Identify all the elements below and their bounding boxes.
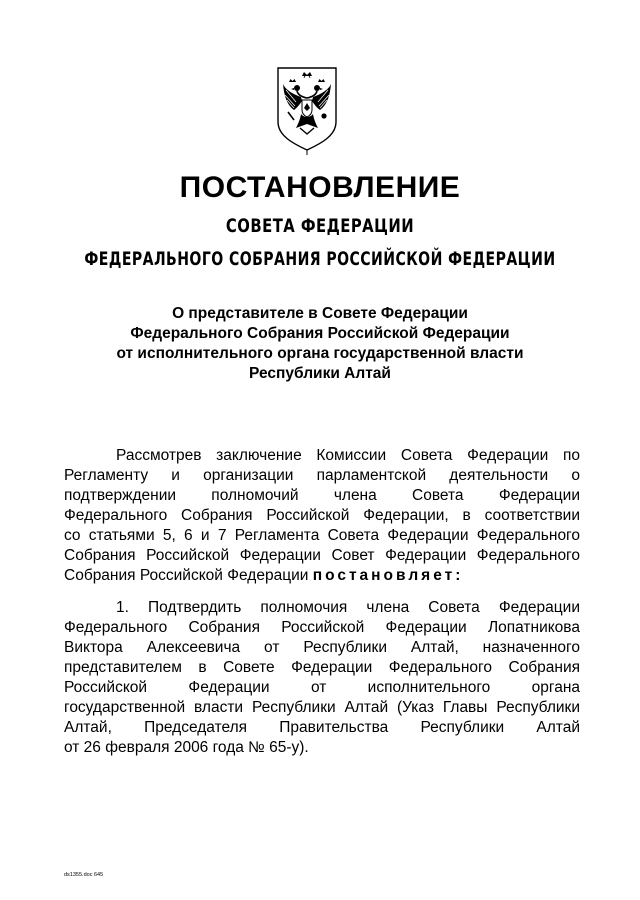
paragraph-preamble: [64, 446, 580, 586]
paragraph-line: от 26 февраля 2006 года № 65-у).: [64, 739, 309, 756]
paragraph-line: Федерального Собрания Российской Федерации, в соответствии: [64, 507, 580, 524]
footer-file-code: ds1355.doc 645: [64, 872, 104, 878]
paragraph-line: подтверждении полномочий члена Совета Федерации: [64, 487, 580, 504]
subject-line: О представителе в Совете Федерации: [172, 305, 468, 322]
paragraph-line: Федерального Собрания Российской Федерации Лопатникова: [64, 619, 580, 636]
paragraph-item-1: [64, 598, 580, 758]
document-type-title: ПОСТАНОВЛЕНИЕ: [179, 171, 461, 204]
subject-line: от исполнительного органа государственной власти: [116, 345, 524, 362]
coat-of-arms-icon: [274, 64, 340, 156]
paragraph-line: Алтай, Председателя Правительства Республики Алтай: [64, 719, 580, 736]
paragraph-line: Рассмотрев заключение Комиссии Совета Федерации по: [116, 447, 580, 464]
paragraph-line: 1. Подтвердить полномочия члена Совета Федерации: [116, 599, 580, 616]
issuer-line-1: СОВЕТА ФЕДЕРАЦИИ: [225, 215, 415, 237]
subject-line: Федерального Собрания Российской Федерации: [130, 325, 510, 342]
paragraph-line: представителем в Совете Федерации Федерального Собрания: [64, 659, 580, 676]
paragraph-line: государственной власти Республики Алтай (Указ Главы Республики: [64, 699, 580, 716]
issuer-line-2: ФЕДЕРАЛЬНОГО СОБРАНИЯ РОССИЙСКОЙ ФЕДЕРАЦИИ: [84, 248, 556, 270]
paragraph-line: Российской Федерации от исполнительного органа: [64, 679, 580, 696]
paragraph-line: Регламенту и организации парламентской деятельности о: [64, 467, 580, 484]
paragraph-line: со статьями 5, 6 и 7 Регламента Совета Федерации Федерального: [64, 527, 580, 544]
document-subject: [0, 304, 640, 384]
paragraph-last-line: [64, 566, 580, 586]
paragraph-line: Собрания Российской Федерации Совет Федерации Федерального: [64, 547, 580, 564]
decision-punct: :: [455, 567, 464, 584]
paragraph-line: Виктора Алексеевича от Республики Алтай, назначенного: [64, 639, 580, 656]
decision-word: постановляет: [312, 567, 456, 584]
subject-line: Республики Алтай: [249, 365, 391, 382]
paragraph-line-prefix: Собрания Российской Федерации: [64, 567, 309, 584]
